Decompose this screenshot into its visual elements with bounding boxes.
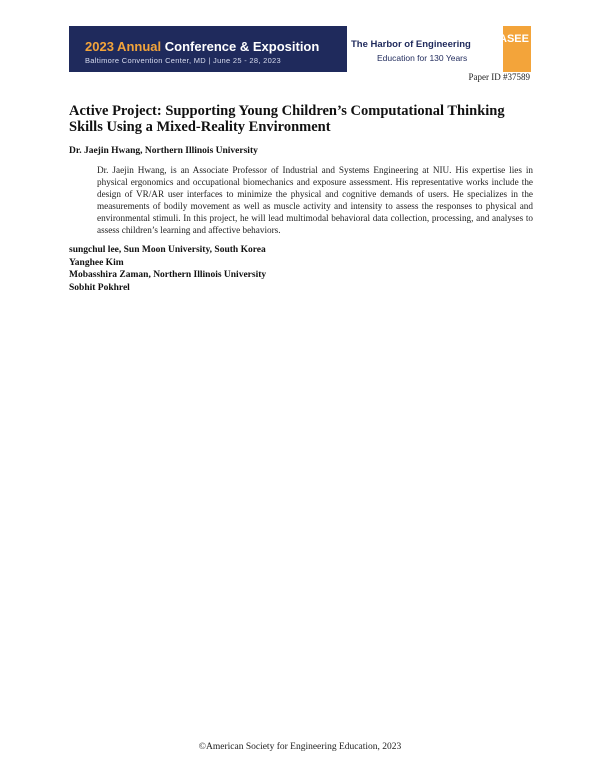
main-author: Dr. Jaejin Hwang, Northern Illinois University (69, 146, 258, 156)
coauthor-list (69, 244, 266, 294)
coauthor-item: Yanghee Kim (69, 257, 124, 268)
banner-conference-panel (69, 26, 347, 72)
asee-sun-icon: ☀ (489, 33, 500, 45)
conference-location: Baltimore Convention Center, MD | June 25 - 28, 2023 (85, 56, 281, 65)
paper-title: Active Project: Supporting Young Children’s Computational Thinking Skills Using a Mixed-Reality Environment (69, 103, 505, 135)
conference-title (85, 39, 319, 54)
harbor-subtitle: Education for 130 Years (377, 53, 468, 63)
asee-logo-text: ASEE (499, 33, 529, 45)
paper-id: Paper ID #37589 (468, 72, 530, 82)
conference-name: Conference & Exposition (164, 39, 320, 54)
asee-logo-panel (489, 26, 531, 72)
asee-logo (489, 32, 529, 45)
conference-banner (69, 26, 531, 72)
author-bio: Dr. Jaejin Hwang, is an Associate Professor of Industrial and Systems Engineering at NIU. His expertise lies in physical ergonomics and occupational biomechanics and exposure assessment. His representative works include the design of VR/AR user interfaces to minimize the physical and cognitive demands of users. He specializes in the measurements of bodily movement as well as muscle activity and intensity to assess the responses to physical and environmental stimuli. In this project, he will lead multimodal behavioral data collection, processing, and analyses to assess children’s learning and affective behaviors. (97, 165, 533, 235)
copyright-footer: ©American Society for Engineering Education, 2023 (198, 742, 402, 752)
conference-year: 2023 Annual (85, 39, 162, 54)
harbor-title: The Harbor of Engineering (351, 39, 471, 50)
banner-harbor-panel (347, 26, 503, 72)
coauthor-item: sungchul lee, Sun Moon University, South Korea (69, 245, 266, 255)
coauthor-item: Mobasshira Zaman, Northern Illinois University (69, 270, 267, 280)
coauthor-item: Sobhit Pokhrel (69, 282, 130, 293)
